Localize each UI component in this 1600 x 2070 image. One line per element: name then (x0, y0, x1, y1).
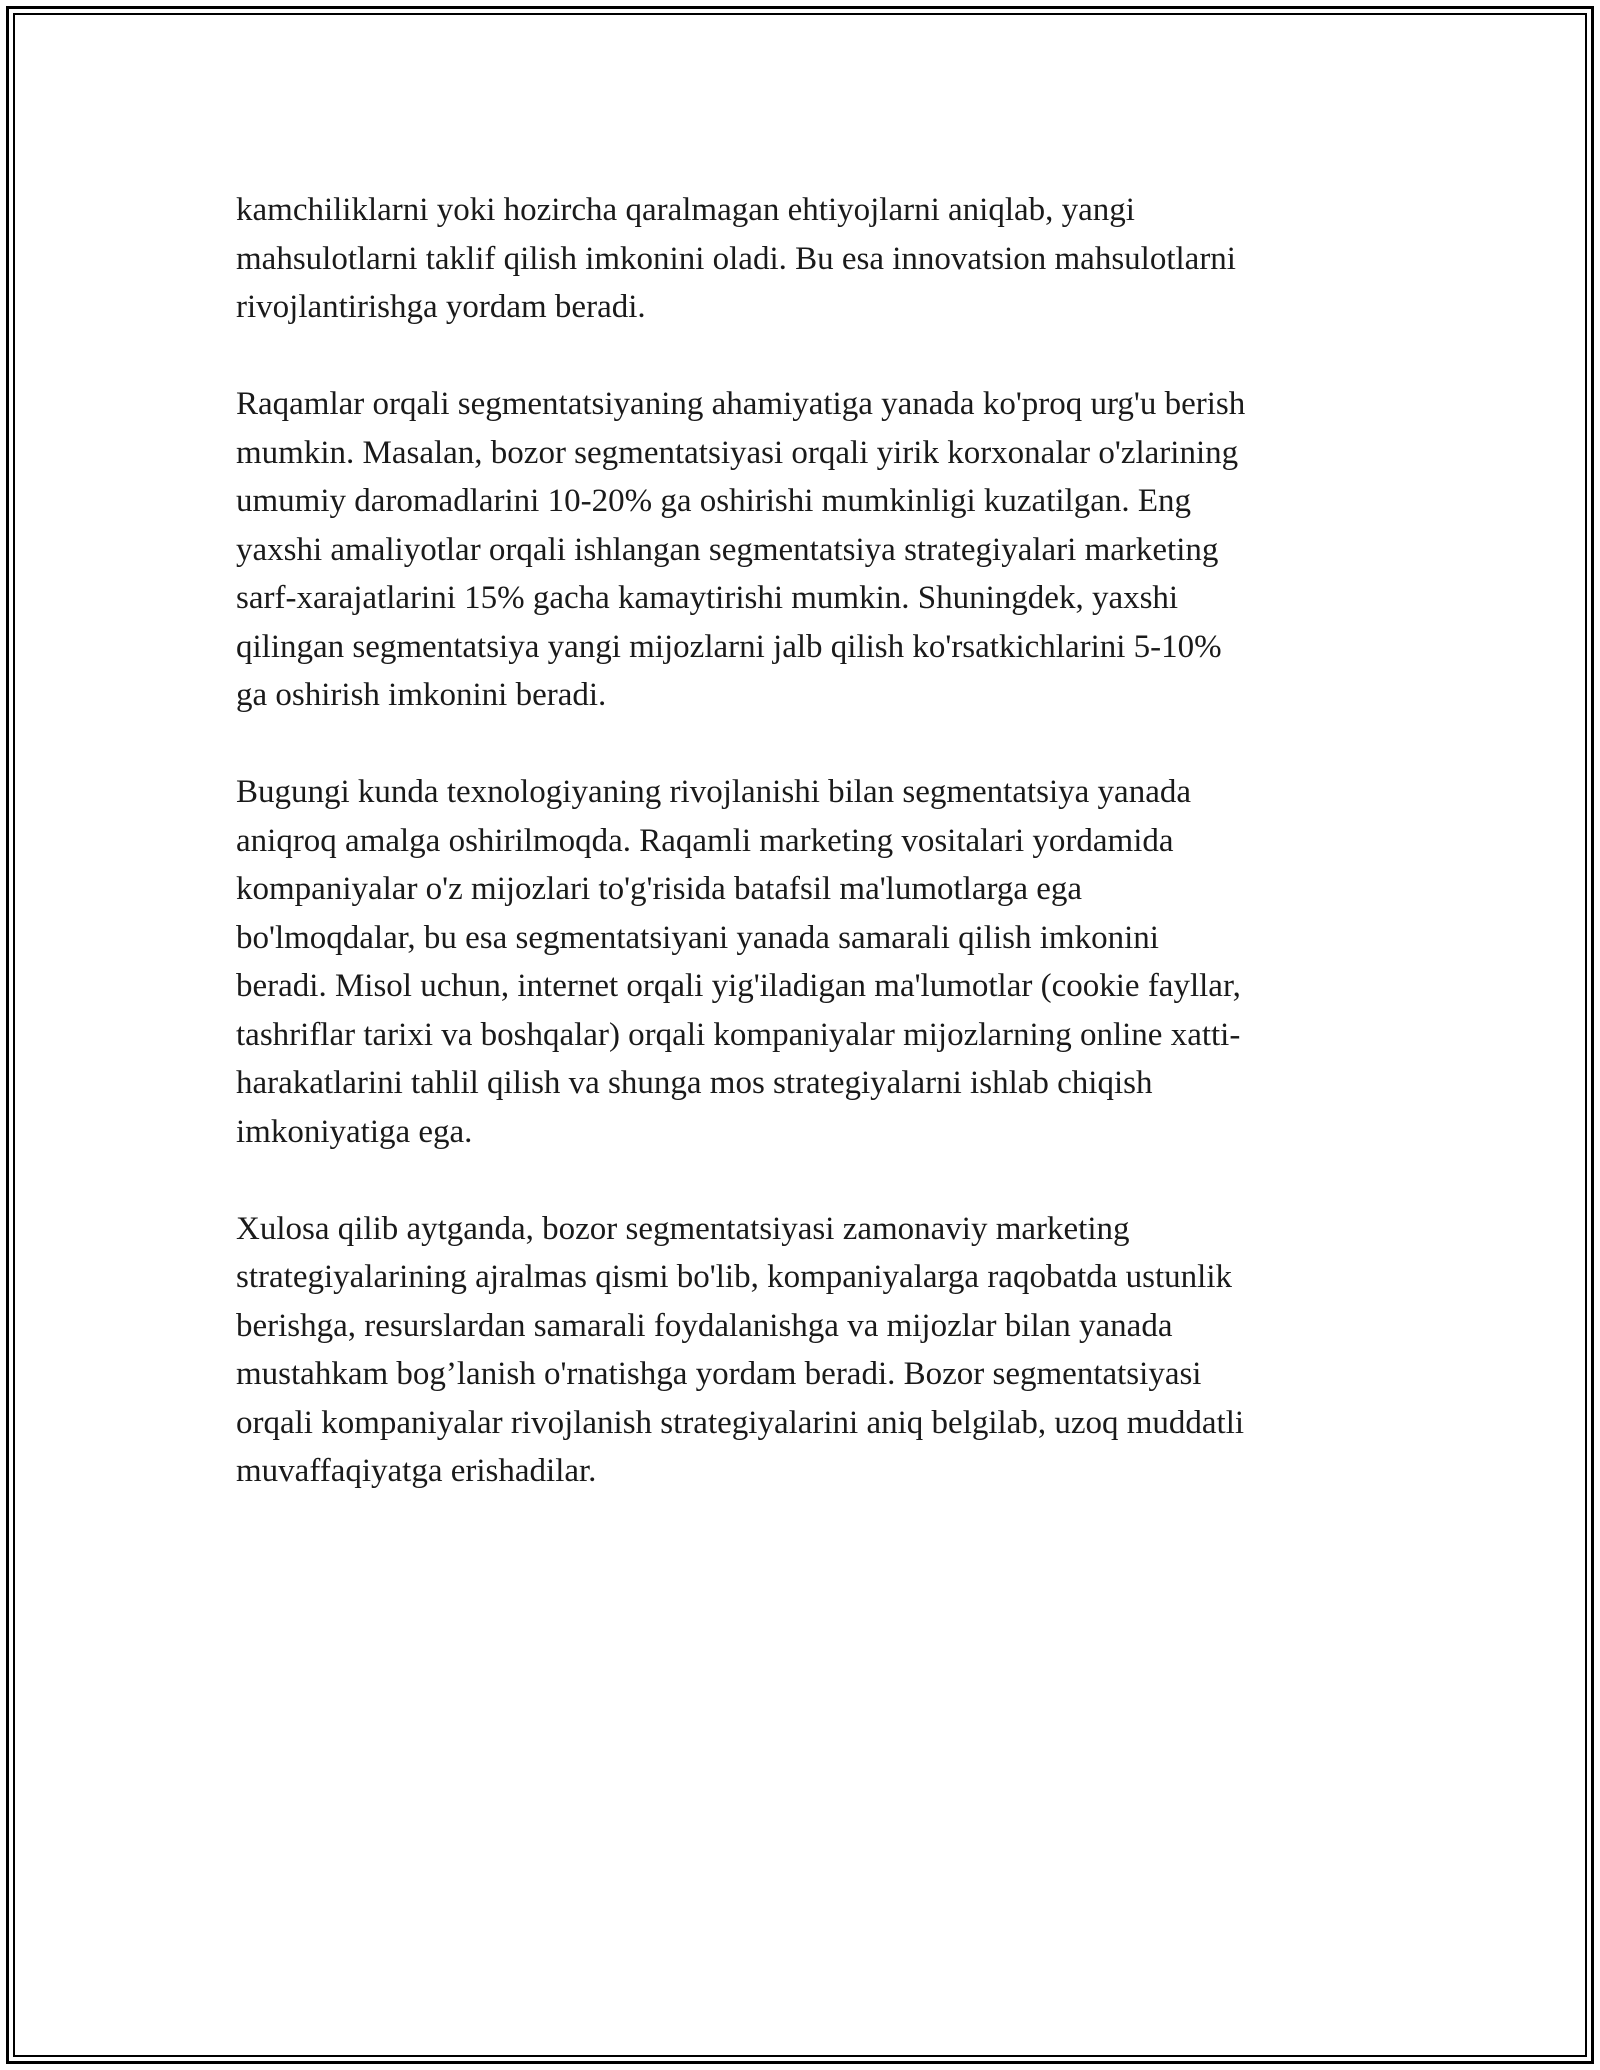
paragraph-1: kamchiliklarni yoki hozircha qaralmagan ehtiyojlarni aniqlab, yangi mahsulotlarni taklif qilish imkonini oladi. Bu esa innovatsion mahsulotlarni rivojlantirishga yordam beradi. (236, 192, 1236, 325)
document-body (236, 186, 1366, 1544)
paragraph-2: Raqamlar orqali segmentatsiyaning ahamiyatiga yanada ko'proq urg'u berish mumkin. Masalan, bozor segmentatsiyasi orqali yirik korxonalar o'zlarining umumiy daromadlarini 10-20% ga oshirishi mumkinligi kuzatilgan. Eng yaxshi amaliyotlar orqali ishlangan segmentatsiya strategiyalari marketing sarf-xarajatlarini 15% gacha kamaytirishi mumkin. Shuningdek, yaxshi qilingan segmentatsiya yangi mijozlarni jalb qilish ko'rsatkichlarini 5-10% ga oshirish imkonini beradi. (236, 386, 1246, 713)
paragraph-4: Xulosa qilib aytganda, bozor segmentatsiyasi zamonaviy marketing strategiyalarining ajralmas qismi bo'lib, kompaniyalarga raqobatda ustunlik berishga, resurslardan samarali foydalanishga va mijozlar bilan yanada mustahkam bog’lanish o'rnatishga yordam beradi. Bozor segmentatsiyasi orqali kompaniyalar rivojlanish strategiyalarini aniq belgilab, uzoq muddatli muvaffaqiyatga erishadilar. (236, 1210, 1245, 1489)
paragraph-3: Bugungi kunda texnologiyaning rivojlanishi bilan segmentatsiya yanada aniqroq amalga oshirilmoqda. Raqamli marketing vositalari yordamida kompaniyalar o'z mijozlari to'g'risida batafsil ma'lumotlarga ega bo'lmoqdalar, bu esa segmentatsiyani yanada samarali qilish imkonini beradi. Misol uchun, internet orqali yig'iladigan ma'lumotlar (cookie fayllar, tashriflar tarixi va boshqalar) orqali kompaniyalar mijozlarning online xatti- harakatlarini tahlil qilish va shunga mos strategiyalarni ishlab chiqish imkoniyatiga ega. (236, 774, 1241, 1150)
